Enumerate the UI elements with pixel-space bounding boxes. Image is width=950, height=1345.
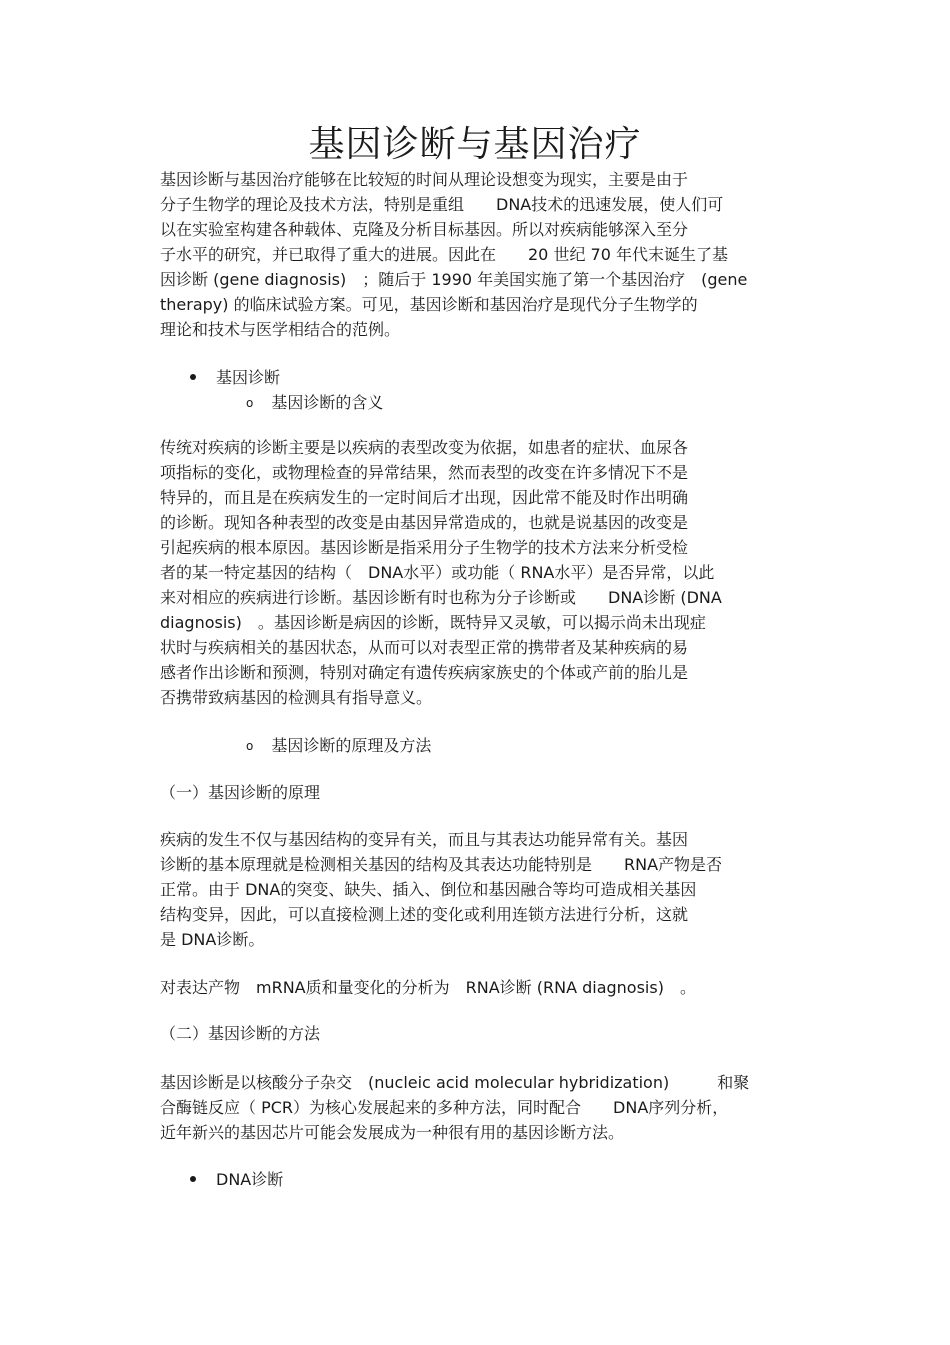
- bullet-dna-diagnosis: [190, 1167, 283, 1192]
- method-line: 基因诊断是以核酸分子杂交 (nucleic acid molecular hybridization) 和聚: [160, 1073, 750, 1092]
- principle-paragraph: [160, 827, 800, 952]
- meaning-line: 传统对疾病的诊断主要是以疾病的表型改变为依据，如患者的症状、血尿各: [160, 438, 689, 457]
- meaning-line: 否携带致病基因的检测具有指导意义。: [160, 688, 433, 707]
- principle-line: 是 DNA诊断。: [160, 930, 265, 949]
- method-line: 合酶链反应（ PCR）为核心发展起来的多种方法，同时配合 DNA序列分析，: [160, 1098, 729, 1117]
- sub-item-principle-method: [246, 733, 431, 760]
- meaning-line: 来对相应的疾病进行诊断。基因诊断有时也称为分子诊断或 DNA诊断 (DNA: [160, 588, 722, 607]
- meaning-line: 项指标的变化，或物理检查的异常结果，然而表型的改变在许多情况下不是: [160, 463, 689, 482]
- circle-bullet-icon: o: [246, 739, 254, 753]
- intro-line: 理论和技术与医学相结合的范例。: [160, 320, 401, 339]
- meaning-line: 的诊断。现知各种表型的改变是由基因异常造成的，也就是说基因的改变是: [160, 513, 689, 532]
- meaning-paragraph: [160, 435, 800, 710]
- principle-line: 诊断的基本原理就是检测相关基因的结构及其表达功能特别是 RNA产物是否: [160, 855, 723, 874]
- bullet-gene-diagnosis: [190, 365, 280, 390]
- bullet-label: 基因诊断: [216, 368, 281, 387]
- meaning-line: diagnosis) 。基因诊断是病因的诊断，既特异又灵敏，可以揭示尚未出现症: [160, 613, 706, 632]
- section-heading-method: （二）基因诊断的方法: [160, 1024, 321, 1043]
- method-line: 近年新兴的基因芯片可能会发展成为一种很有用的基因诊断方法。: [160, 1123, 625, 1142]
- meaning-line: 感者作出诊断和预测，特别对确定有遗传疾病家族史的个体或产前的胎儿是: [160, 663, 689, 682]
- bullet-dot-icon: [190, 374, 196, 380]
- intro-line: 基因诊断与基因治疗能够在比较短的时间从理论设想变为现实，主要是由于: [160, 170, 689, 189]
- intro-line: therapy) 的临床试验方案。可见，基因诊断和基因治疗是现代分子生物学的: [160, 295, 698, 314]
- principle-line: 疾病的发生不仅与基因结构的变异有关，而且与其表达功能异常有关。基因: [160, 830, 689, 849]
- intro-paragraph: [160, 167, 800, 342]
- rna-diagnosis-line: 对表达产物 mRNA质和量变化的分析为 RNA诊断 (RNA diagnosis) 。: [160, 978, 696, 997]
- sub-item-label: 基因诊断的含义: [271, 393, 384, 412]
- intro-line: 因诊断 (gene diagnosis) ；随后于 1990 年美国实施了第一个基因治疗 (gene: [160, 270, 748, 289]
- principle-line: 结构变异，因此，可以直接检测上述的变化或利用连锁方法进行分析，这就: [160, 905, 689, 924]
- meaning-line: 状时与疾病相关的基因状态，从而可以对表型正常的携带者及某种疾病的易: [160, 638, 689, 657]
- page-title: 基因诊断与基因治疗: [308, 124, 642, 165]
- meaning-line: 引起疾病的根本原因。基因诊断是指采用分子生物学的技术方法来分析受检: [160, 538, 689, 557]
- method-paragraph: [160, 1070, 800, 1145]
- sub-item-meaning: [246, 390, 383, 417]
- bullet-label: DNA诊断: [216, 1170, 284, 1189]
- intro-line: 分子生物学的理论及技术方法，特别是重组 DNA技术的迅速发展，使人们可: [160, 195, 724, 214]
- intro-line: 子水平的研究，并已取得了重大的进展。因此在 20 世纪 70 年代末诞生了基: [160, 245, 728, 264]
- intro-line: 以在实验室构建各种载体、克隆及分析目标基因。所以对疾病能够深入至分: [160, 220, 689, 239]
- principle-line: 正常。由于 DNA的突变、缺失、插入、倒位和基因融合等均可造成相关基因: [160, 880, 697, 899]
- section-heading-principle: （一）基因诊断的原理: [160, 783, 321, 802]
- circle-bullet-icon: o: [246, 396, 254, 410]
- meaning-line: 特异的，而且是在疾病发生的一定时间后才出现，因此常不能及时作出明确: [160, 488, 689, 507]
- sub-item-label: 基因诊断的原理及方法: [271, 736, 432, 755]
- meaning-line: 者的某一特定基因的结构（ DNA水平）或功能（ RNA水平）是否异常，以此: [160, 563, 715, 582]
- bullet-dot-icon: [190, 1176, 196, 1182]
